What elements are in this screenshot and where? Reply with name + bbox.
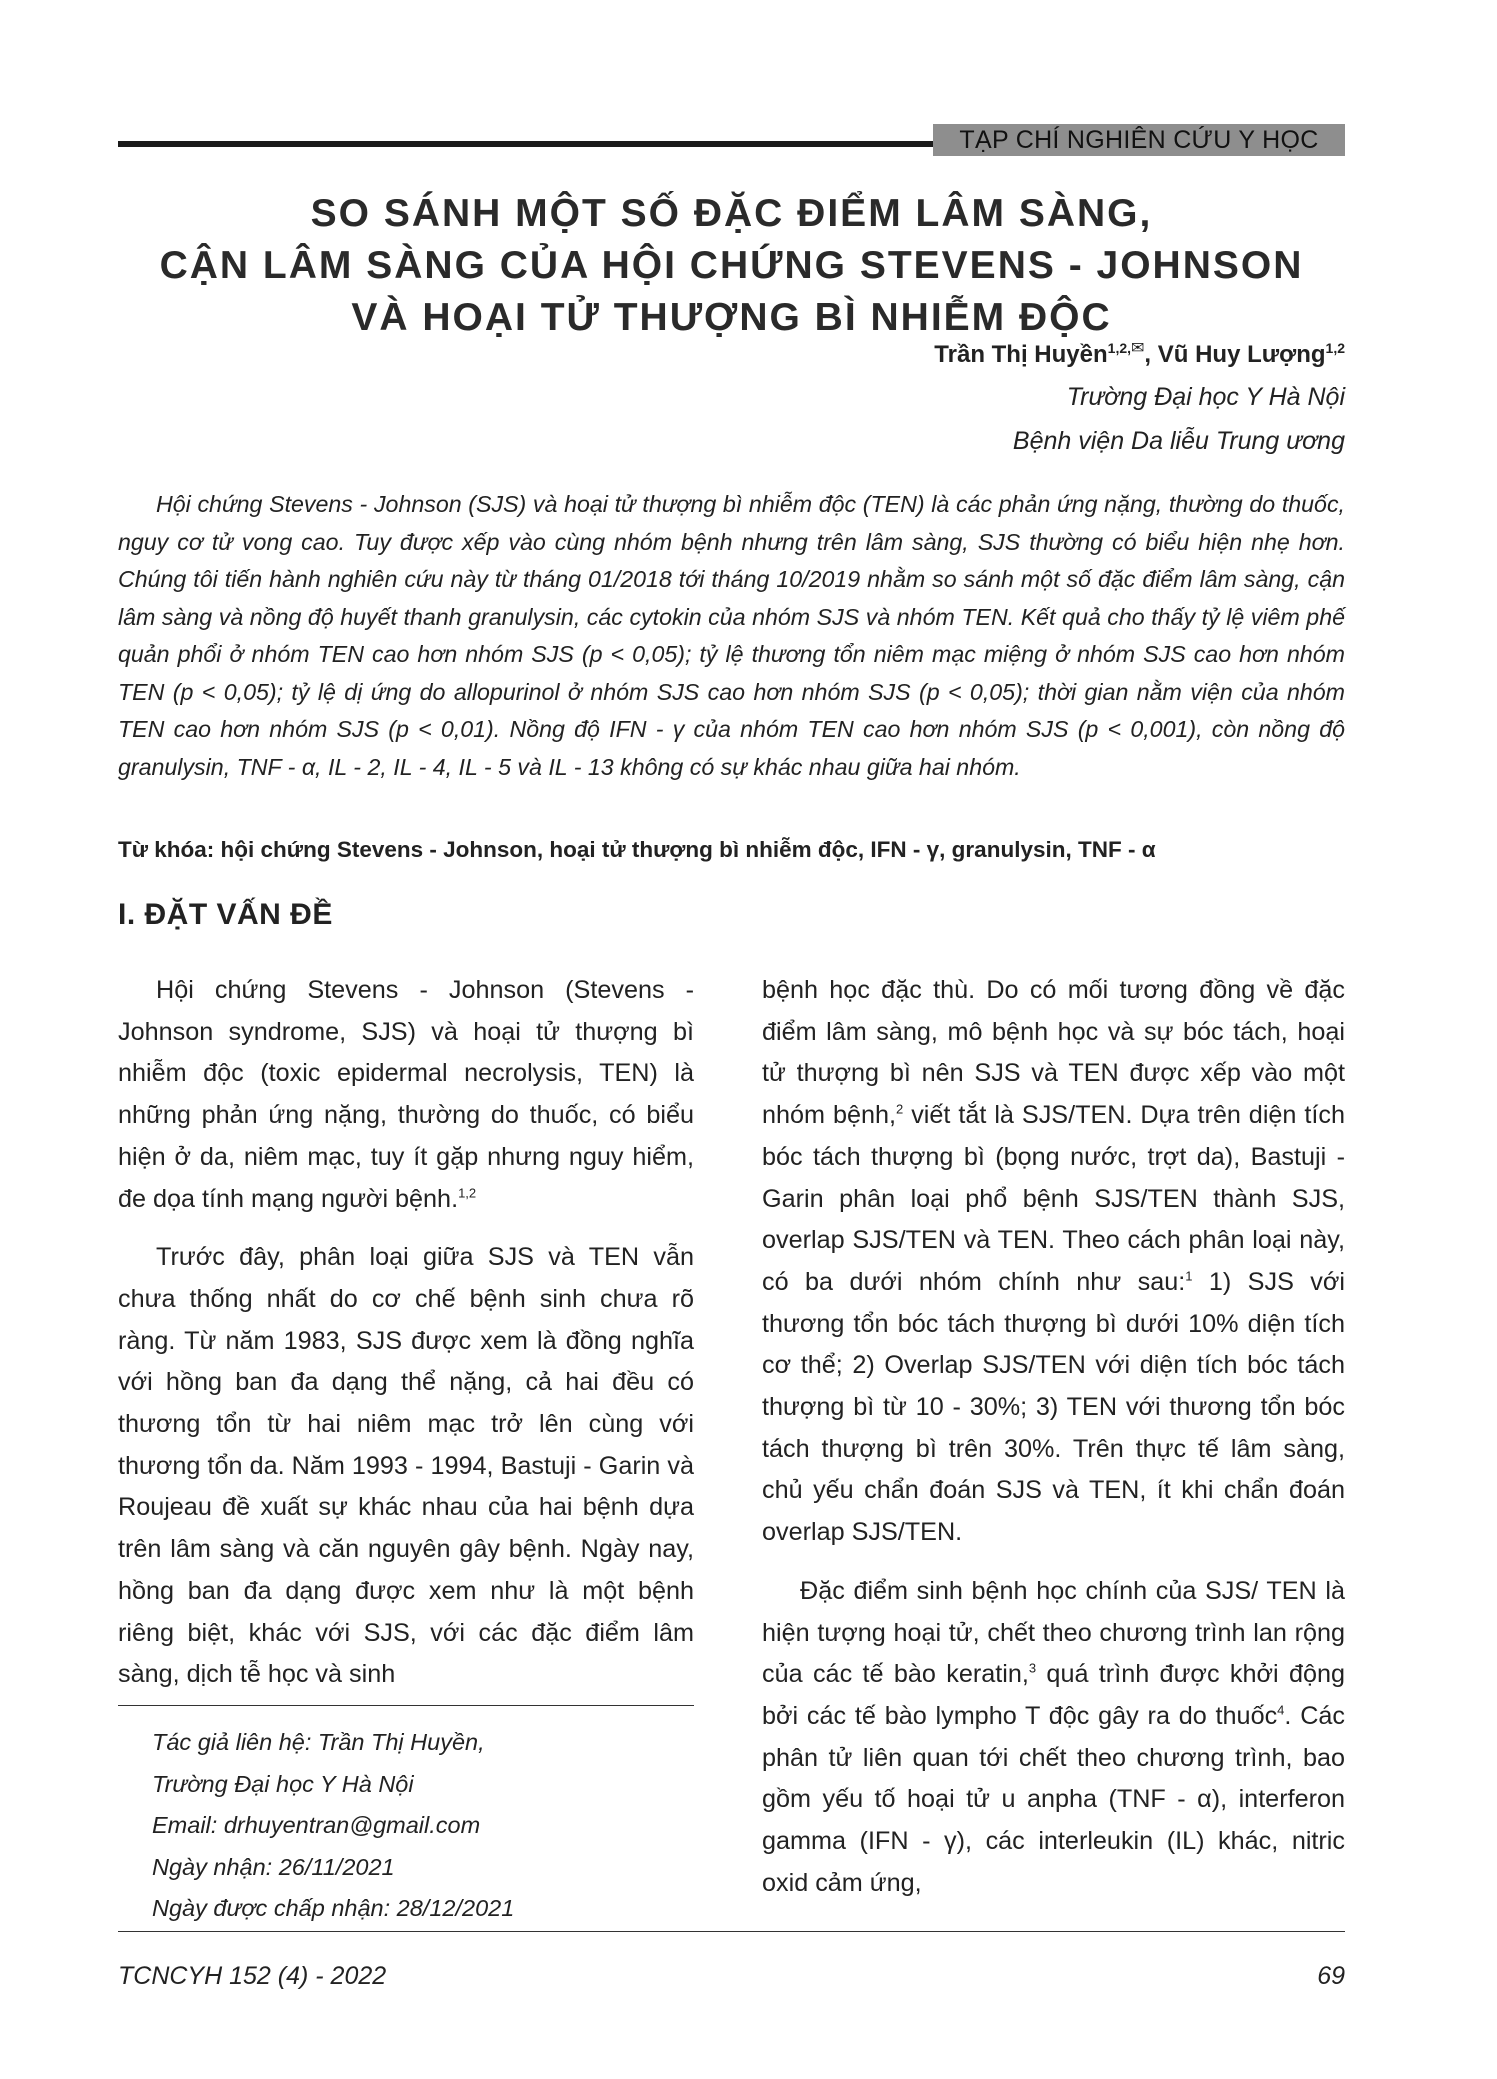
paragraph-text: viết tắt là SJS/TEN. Dựa trên diện tích bóc tách thượng bì (bọng nước, trợt da), Bastuji - Garin phân loại phổ bệnh SJS/TEN thành SJS, overlap SJS/TEN và TEN. Theo cách phân loại này, có ba dưới nhóm chính như sau: <box>762 1101 1345 1296</box>
citation-ref: 4 <box>1277 1702 1285 1718</box>
body-column-left <box>118 970 694 1713</box>
footnote-email: Email: drhuyentran@gmail.com <box>152 1812 481 1838</box>
citation-ref: 3 <box>1028 1660 1037 1676</box>
author-separator: , <box>1144 341 1158 368</box>
correspondence-footnote <box>152 1722 514 1930</box>
paragraph-text: Hội chứng Stevens - Johnson (Stevens - Johnson syndrome, SJS) và hoại tử thượng bì nhiễm độc (toxic epidermal necrolysis, TEN) là những phản ứng nặng, thường do thuốc, có biểu hiện ở da, niêm mạc, tuy ít gặp nhưng nguy hiểm, đe dọa tính mạng người bệnh. <box>118 976 694 1213</box>
affiliation: Trường Đại học Y Hà Nội <box>1066 383 1345 411</box>
footnote-accepted-date: Ngày được chấp nhận: 28/12/2021 <box>152 1895 515 1921</box>
paragraph-text: Đặc điểm sinh bệnh học chính của SJS/ TEN là hiện tượng hoại tử, chết theo chương trình lan rộng của các tế bào keratin, <box>762 1576 1345 1689</box>
keywords: Từ khóa: hội chứng Stevens - Johnson, hoại tử thượng bì nhiễm độc, IFN - γ, granulysin, TNF - α <box>118 837 1156 862</box>
header-rule <box>118 141 933 147</box>
paragraph-text: . Các phân tử liên quan tới chết theo chương trình, bao gồm yếu tố hoại tử u anpha (TNF - α), interferon gamma (IFN - γ), các interleukin (IL) khác, nitric oxid cảm ứng, <box>762 1701 1345 1897</box>
abstract: Hội chứng Stevens - Johnson (SJS) và hoại tử thượng bì nhiễm độc (TEN) là các phản ứng nặng, thường do thuốc, nguy cơ tử vong cao. Tuy được xếp vào cùng nhóm bệnh nhưng trên lâm sàng, SJS thường có biểu hiện nhẹ hơn. Chúng tôi tiến hành nghiên cứu này từ tháng 01/2018 tới tháng 10/2019 nhằm so sánh một số đặc điểm lâm sàng, cận lâm sàng và nồng độ huyết thanh granulysin, các cytokin của nhóm SJS và nhóm TEN. Kết quả cho thấy tỷ lệ viêm phế quản phổi ở nhóm TEN cao hơn nhóm SJS (p < 0,05); tỷ lệ thương tổn niêm mạc miệng ở nhóm SJS cao hơn nhóm TEN (p < 0,05); tỷ lệ dị ứng do allopurinol ở nhóm SJS cao hơn nhóm SJS (p < 0,05); thời gian nằm viện của nhóm TEN cao hơn nhóm SJS (p < 0,01). Nồng độ IFN - γ của nhóm TEN cao hơn nhóm SJS (p < 0,001), còn nồng độ granulysin, TNF - α, IL - 2, IL - 4, IL - 5 và IL - 13 không có sự khác nhau giữa hai nhóm. <box>118 491 1345 780</box>
citation-ref: 1 <box>1185 1268 1193 1284</box>
page-number: 69 <box>1317 1962 1345 1990</box>
author-name: Vũ Huy Lượng <box>1157 341 1326 368</box>
author-affiliation-sup: 1,2, <box>1107 340 1132 356</box>
section-heading: I. ĐẶT VẤN ĐỀ <box>118 898 333 931</box>
footnote-contact: Tác giả liên hệ: Trần Thị Huyền, <box>152 1729 485 1755</box>
affiliation: Bệnh viện Da liễu Trung ương <box>1012 427 1345 455</box>
author-affiliation-sup: 1,2 <box>1325 340 1345 356</box>
author-list <box>934 338 1345 369</box>
mail-icon: ✉ <box>1131 340 1145 357</box>
body-paragraph <box>118 970 694 1220</box>
author-name: Trần Thị Huyền <box>934 341 1108 368</box>
footer-rule <box>118 1931 1345 1932</box>
footnote-institution: Trường Đại học Y Hà Nội <box>152 1770 414 1797</box>
citation-ref: 1,2 <box>458 1185 477 1201</box>
body-paragraph <box>762 1571 1345 1905</box>
body-paragraph: Trước đây, phân loại giữa SJS và TEN vẫn chưa thống nhất do cơ chế bệnh sinh chưa rõ ràng. Từ năm 1983, SJS được xem là đồng nghĩa với hồng ban đa dạng thể nặng, cả hai đều có thương tổn từ hai niêm mạc trở lên cùng với thương tổn da. Năm 1993 - 1994, Bastuji - Garin và Roujeau đề xuất sự khác nhau của hai bệnh dựa trên lâm sàng và căn nguyên gây bệnh. Ngày nay, hồng ban đa dạng được xem như là một bệnh riêng biệt, khác với SJS, với các đặc điểm lâm sàng, dịch tễ học và sinh <box>118 1243 694 1689</box>
body-paragraph <box>762 970 1345 1554</box>
title-line-3: VÀ HOẠI TỬ THƯỢNG BÌ NHIỄM ĐỘC <box>351 296 1112 339</box>
article-title <box>118 188 1345 344</box>
paragraph-text: 1) SJS với thương tổn bóc tách thượng bì dưới 10% diện tích cơ thể; 2) Overlap SJS/TEN với diện tích bóc tách thượng bì từ 10 - 30%; 3) TEN với thương tổn bóc tách thượng bì trên 30%. Trên thực tế lâm sàng, chủ yếu chẩn đoán SJS và TEN, ít khi chẩn đoán overlap SJS/TEN. <box>762 1267 1345 1547</box>
body-column-right <box>762 970 1345 1921</box>
citation-ref: 2 <box>896 1101 904 1117</box>
footnote-received-date: Ngày nhận: 26/11/2021 <box>152 1853 395 1880</box>
journal-issue: TCNCYH 152 (4) - 2022 <box>118 1962 387 1990</box>
title-line-1: SO SÁNH MỘT SỐ ĐẶC ĐIỂM LÂM SÀNG, <box>310 192 1153 235</box>
paragraph-text: quá trình được khởi động bởi các tế bào lympho T độc gây ra do thuốc <box>762 1660 1345 1730</box>
title-line-2: CẬN LÂM SÀNG CỦA HỘI CHỨNG STEVENS - JOHNSON <box>159 244 1304 287</box>
footnote-rule <box>118 1705 694 1706</box>
paragraph-text: bệnh học đặc thù. Do có mối tương đồng về đặc điểm lâm sàng, mô bệnh học và sự bóc tách, hoại tử thượng bì nên SJS và TEN được xếp vào một nhóm bệnh, <box>762 976 1345 1130</box>
journal-header-tag: TẠP CHÍ NGHIÊN CỨU Y HỌC <box>933 124 1345 156</box>
